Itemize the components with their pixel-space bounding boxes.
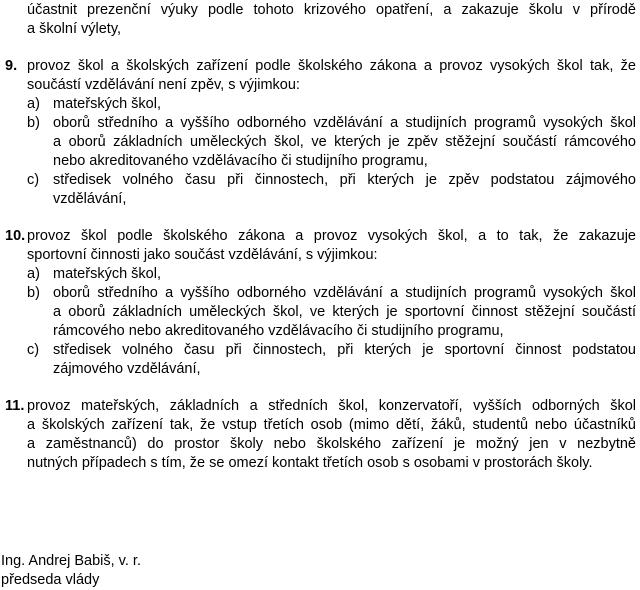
sub-text: oborů středního a vyššího odborného vzdělávání a studijních programů vysokých škol [53, 285, 636, 301]
sub-text: rámcového nebo akreditovaného vzdělávacího či studijního programu, [53, 323, 504, 339]
sub-text: středisek volného času při činnostech, při kterých je sportovní činnost podstatou [53, 342, 636, 358]
item-text: součástí vzdělávání není zpěv, s výjimkou: [27, 77, 300, 93]
item-number: 10. [5, 228, 26, 244]
sub-text: středisek volného času při činnostech, při kterých je zpěv podstatou zájmového [53, 172, 636, 188]
intro-line: a školní výlety, [27, 21, 122, 37]
item-number: 9. [5, 58, 18, 74]
item-text: provoz škol a školských zařízení podle školského zákona a provoz vysokých škol tak, že [27, 58, 636, 74]
item-text: sportovní činnosti jako součást vzdělávání, s výjimkou: [27, 247, 378, 263]
item-text: nutných případech s tím, že se omezí kontakt třetích osob s osobami v prostorách školy. [27, 455, 593, 471]
sub-text: vzdělávání, [53, 191, 127, 207]
sub-label: c) [27, 172, 40, 188]
item-text: provoz škol podle školského zákona a provoz vysokých škol, a to tak, že zakazuje [27, 228, 636, 244]
sub-text: oborů středního a vyššího odborného vzdělávání a studijních programů vysokých škol [53, 115, 636, 131]
sub-text: nebo akreditovaného vzdělávacího či studijního programu, [53, 153, 428, 169]
sub-text: mateřských škol, [53, 96, 161, 112]
item-text: a zaměstnanců) do prostor školy nebo školského zařízení je možný jen v nezbytně [27, 436, 636, 452]
item-text: a školských zařízení tak, že vstup třetích osob (mimo dětí, žáků, studentů nebo účastníků [27, 417, 636, 433]
sub-label: b) [27, 115, 40, 131]
sub-label: c) [27, 342, 40, 358]
item-number: 11. [5, 398, 25, 414]
sub-text: a oborů základních uměleckých škol, ve kterých je sportovní činnost stěžejní součástí [53, 304, 636, 320]
signature-title: předseda vlády [1, 572, 100, 588]
signature-name: Ing. Andrej Babiš, v. r. [1, 553, 141, 569]
sub-label: a) [27, 96, 40, 112]
sub-text: zájmového vzdělávání, [53, 361, 201, 377]
item-text: provoz mateřských, základních a středních škol, konzervatoří, vyšších odborných škol [27, 398, 636, 414]
sub-label: a) [27, 266, 40, 282]
intro-line: účastnit prezenční výuky podle tohoto krizového opatření, a zakazuje školu v přírodě [27, 2, 636, 18]
sub-text: mateřských škol, [53, 266, 161, 282]
sub-text: a oborů základních uměleckých škol, ve kterých je zpěv stěžejní součástí rámcového [53, 134, 636, 150]
sub-label: b) [27, 285, 40, 301]
